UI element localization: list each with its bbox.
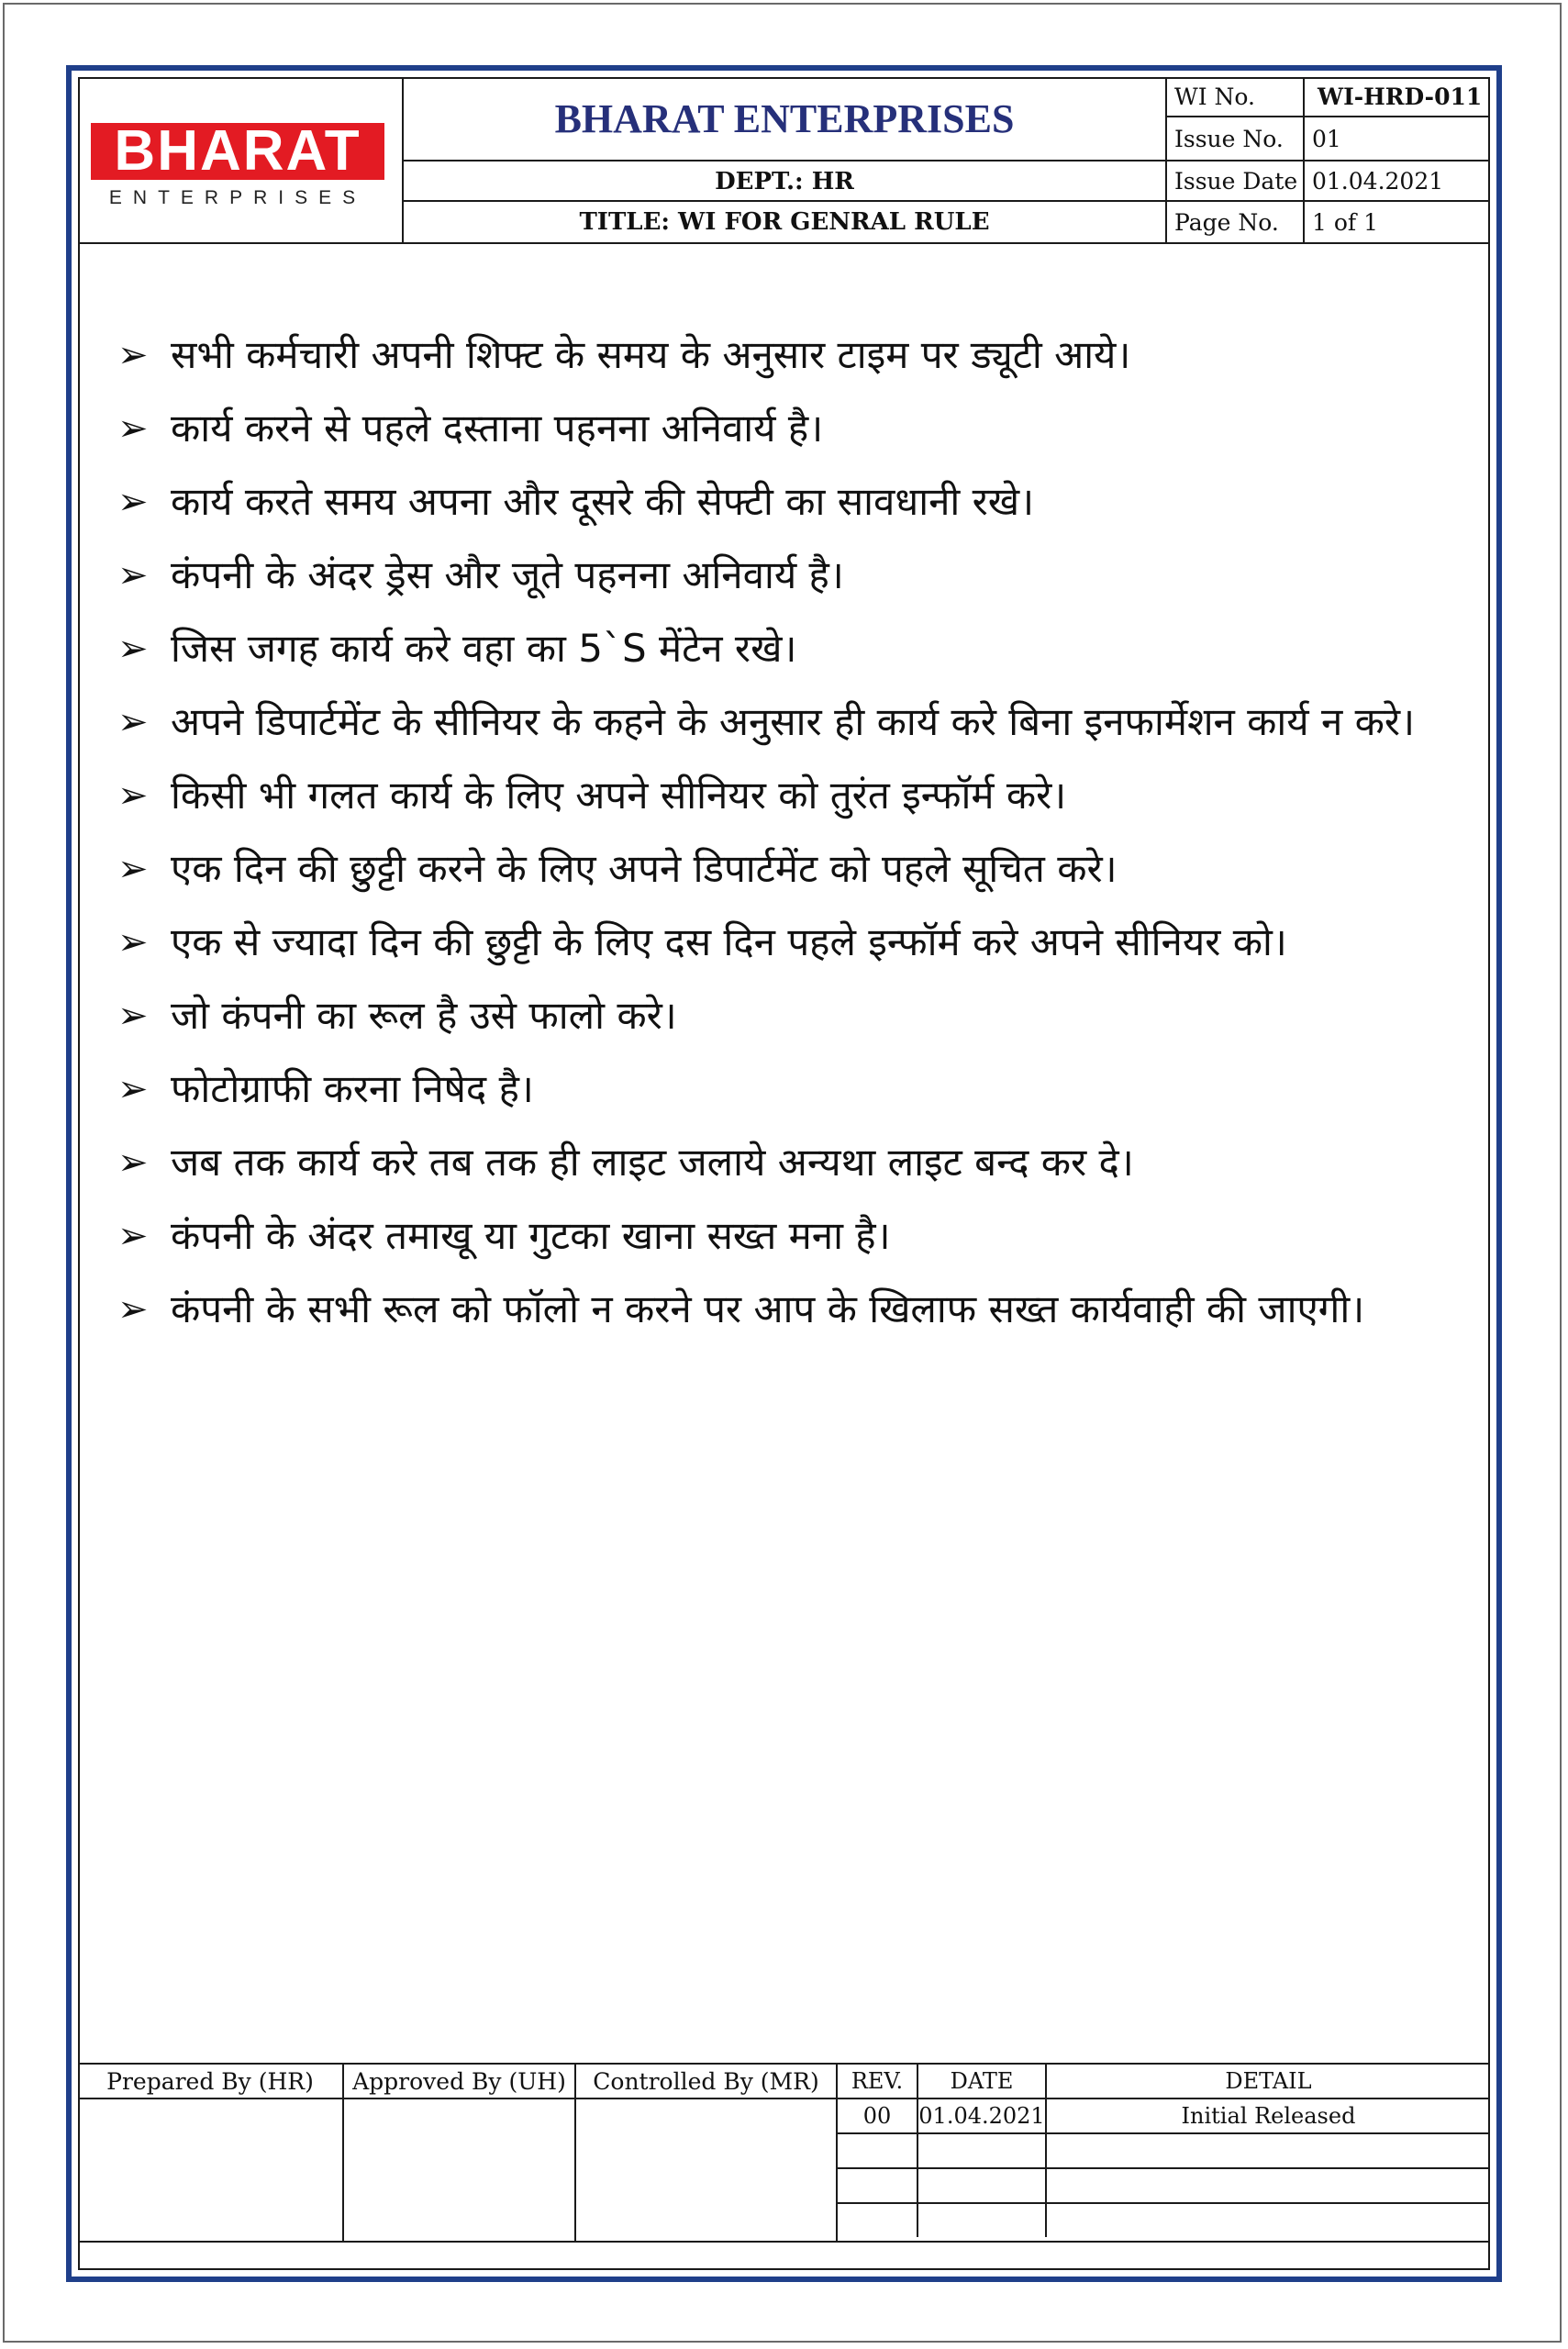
rule-item (117, 393, 1466, 464)
arrow-bullet-icon: ➢ (117, 848, 149, 890)
rule-text: जिस जगह कार्य करे वहा का 5`S मेंटेन रखे। (171, 626, 797, 671)
revision-row (838, 2134, 1490, 2169)
revision-row (838, 2204, 1490, 2239)
arrow-bullet-icon: ➢ (117, 1288, 149, 1330)
meta-row-issue-date (1167, 161, 1490, 202)
rule-item (117, 613, 1466, 685)
rule-item (117, 540, 1466, 611)
revision-date (918, 2134, 1047, 2167)
detail-header: DETAIL (1225, 2068, 1312, 2094)
revision-rev (838, 2134, 918, 2167)
rule-item (117, 1127, 1466, 1198)
rule-item (117, 1274, 1466, 1345)
arrow-bullet-icon: ➢ (117, 774, 149, 817)
revision-row (838, 2169, 1490, 2204)
revision-rev (838, 2169, 918, 2202)
rule-text: एक से ज्यादा दिन की छुट्टी के लिए दस दिन पहले इन्फॉर्म करे अपने सीनियर को। (171, 919, 1287, 964)
document-meta-table (1165, 77, 1490, 242)
meta-value: 1 of 1 (1312, 208, 1379, 236)
revision-date (918, 2169, 1047, 2202)
rule-item (117, 1200, 1466, 1272)
revision-detail (1047, 2134, 1490, 2167)
logo-cell (78, 77, 404, 242)
revision-detail (1047, 2169, 1490, 2202)
revision-header-row (838, 2065, 1490, 2099)
prepared-by-cell (78, 2065, 344, 2243)
meta-value: 01 (1312, 125, 1341, 152)
revision-rev (838, 2204, 918, 2237)
prepared-by-label: Prepared By (HR) (78, 2065, 342, 2099)
rule-text: फोटोग्राफी करना निषेद है। (171, 1066, 534, 1111)
revision-date: 01.04.2021 (918, 2099, 1047, 2132)
meta-label: WI No. (1167, 77, 1305, 116)
meta-label: Issue Date (1167, 161, 1305, 200)
rule-item (117, 319, 1466, 391)
rule-item (117, 907, 1466, 978)
arrow-bullet-icon: ➢ (117, 1215, 149, 1257)
rule-text: कंपनी के अंदर ड्रेस और जूते पहनना अनिवार्य है। (171, 552, 844, 597)
rule-text: कार्य करते समय अपना और दूसरे की सेफ्टी का सावधानी रखे। (171, 479, 1035, 524)
arrow-bullet-icon: ➢ (117, 334, 149, 376)
meta-value: WI-HRD-011 (1318, 83, 1483, 110)
rule-item (117, 466, 1466, 538)
arrow-bullet-icon: ➢ (117, 921, 149, 963)
rule-item (117, 980, 1466, 1052)
revision-row (838, 2099, 1490, 2134)
arrow-bullet-icon: ➢ (117, 995, 149, 1037)
company-logo-subtext: ENTERPRISES (108, 187, 367, 208)
company-logo: BHARAT (91, 123, 384, 180)
arrow-bullet-icon: ➢ (117, 554, 149, 596)
arrow-bullet-icon: ➢ (117, 1141, 149, 1184)
rule-text: कंपनी के सभी रूल को फॉलो न करने पर आप के खिलाफ सख्त कार्यवाही की जाएगी। (171, 1286, 1365, 1331)
rule-item (117, 686, 1466, 758)
controlled-by-cell (576, 2065, 838, 2243)
revision-detail: Initial Released (1181, 2103, 1356, 2129)
revision-detail (1047, 2204, 1490, 2237)
footer-bottom-strip (78, 2241, 1490, 2270)
arrow-bullet-icon: ➢ (117, 1068, 149, 1110)
meta-value: 01.04.2021 (1312, 167, 1444, 195)
rule-text: एक दिन की छुट्टी करने के लिए अपने डिपार्टमेंट को पहले सूचित करे। (171, 846, 1118, 891)
company-name: BHARAT ENTERPRISES (404, 77, 1165, 161)
revision-date (918, 2204, 1047, 2237)
arrow-bullet-icon: ➢ (117, 407, 149, 450)
rule-text: किसी भी गलत कार्य के लिए अपने सीनियर को तुरंत इन्फॉर्म करे। (171, 773, 1067, 818)
rule-text: कार्य करने से पहले दस्ताना पहनना अनिवार्य है। (171, 406, 824, 451)
revision-table (838, 2065, 1490, 2239)
meta-row-issue-no (1167, 117, 1490, 161)
rule-text: सभी कर्मचारी अपनी शिफ्ट के समय के अनुसार टाइम पर ड्यूटी आये। (171, 332, 1131, 377)
arrow-bullet-icon: ➢ (117, 481, 149, 523)
department-label: DEPT.: HR (404, 161, 1165, 202)
approved-by-label: Approved By (UH) (344, 2065, 574, 2099)
rule-text: जो कंपनी का रूल है उसे फालो करे। (171, 993, 677, 1038)
meta-label: Page No. (1167, 202, 1305, 242)
rule-item (117, 1053, 1466, 1125)
approved-by-cell (344, 2065, 576, 2243)
date-header: DATE (918, 2065, 1047, 2098)
meta-label: Issue No. (1167, 117, 1305, 160)
rules-list (117, 319, 1466, 1347)
document-header (78, 77, 1490, 244)
arrow-bullet-icon: ➢ (117, 628, 149, 670)
rev-header: REV. (838, 2065, 918, 2098)
rule-text: अपने डिपार्टमेंट के सीनियर के कहने के अनुसार ही कार्य करे बिना इनफार्मेशन कार्य न करे। (171, 699, 1416, 744)
revision-rev: 00 (838, 2099, 918, 2132)
document-footer (78, 2063, 1490, 2241)
rule-item (117, 833, 1466, 905)
meta-row-wi-no (1167, 77, 1490, 117)
meta-row-page-no (1167, 202, 1490, 242)
rule-text: जब तक कार्य करे तब तक ही लाइट जलाये अन्यथा लाइट बन्द कर दे। (171, 1140, 1134, 1185)
rule-item (117, 760, 1466, 831)
arrow-bullet-icon: ➢ (117, 701, 149, 743)
controlled-by-label: Controlled By (MR) (576, 2065, 836, 2099)
document-title: TITLE: WI FOR GENRAL RULE (579, 208, 990, 236)
rule-text: कंपनी के अंदर तमाखू या गुटका खाना सख्त मना है। (171, 1213, 891, 1258)
